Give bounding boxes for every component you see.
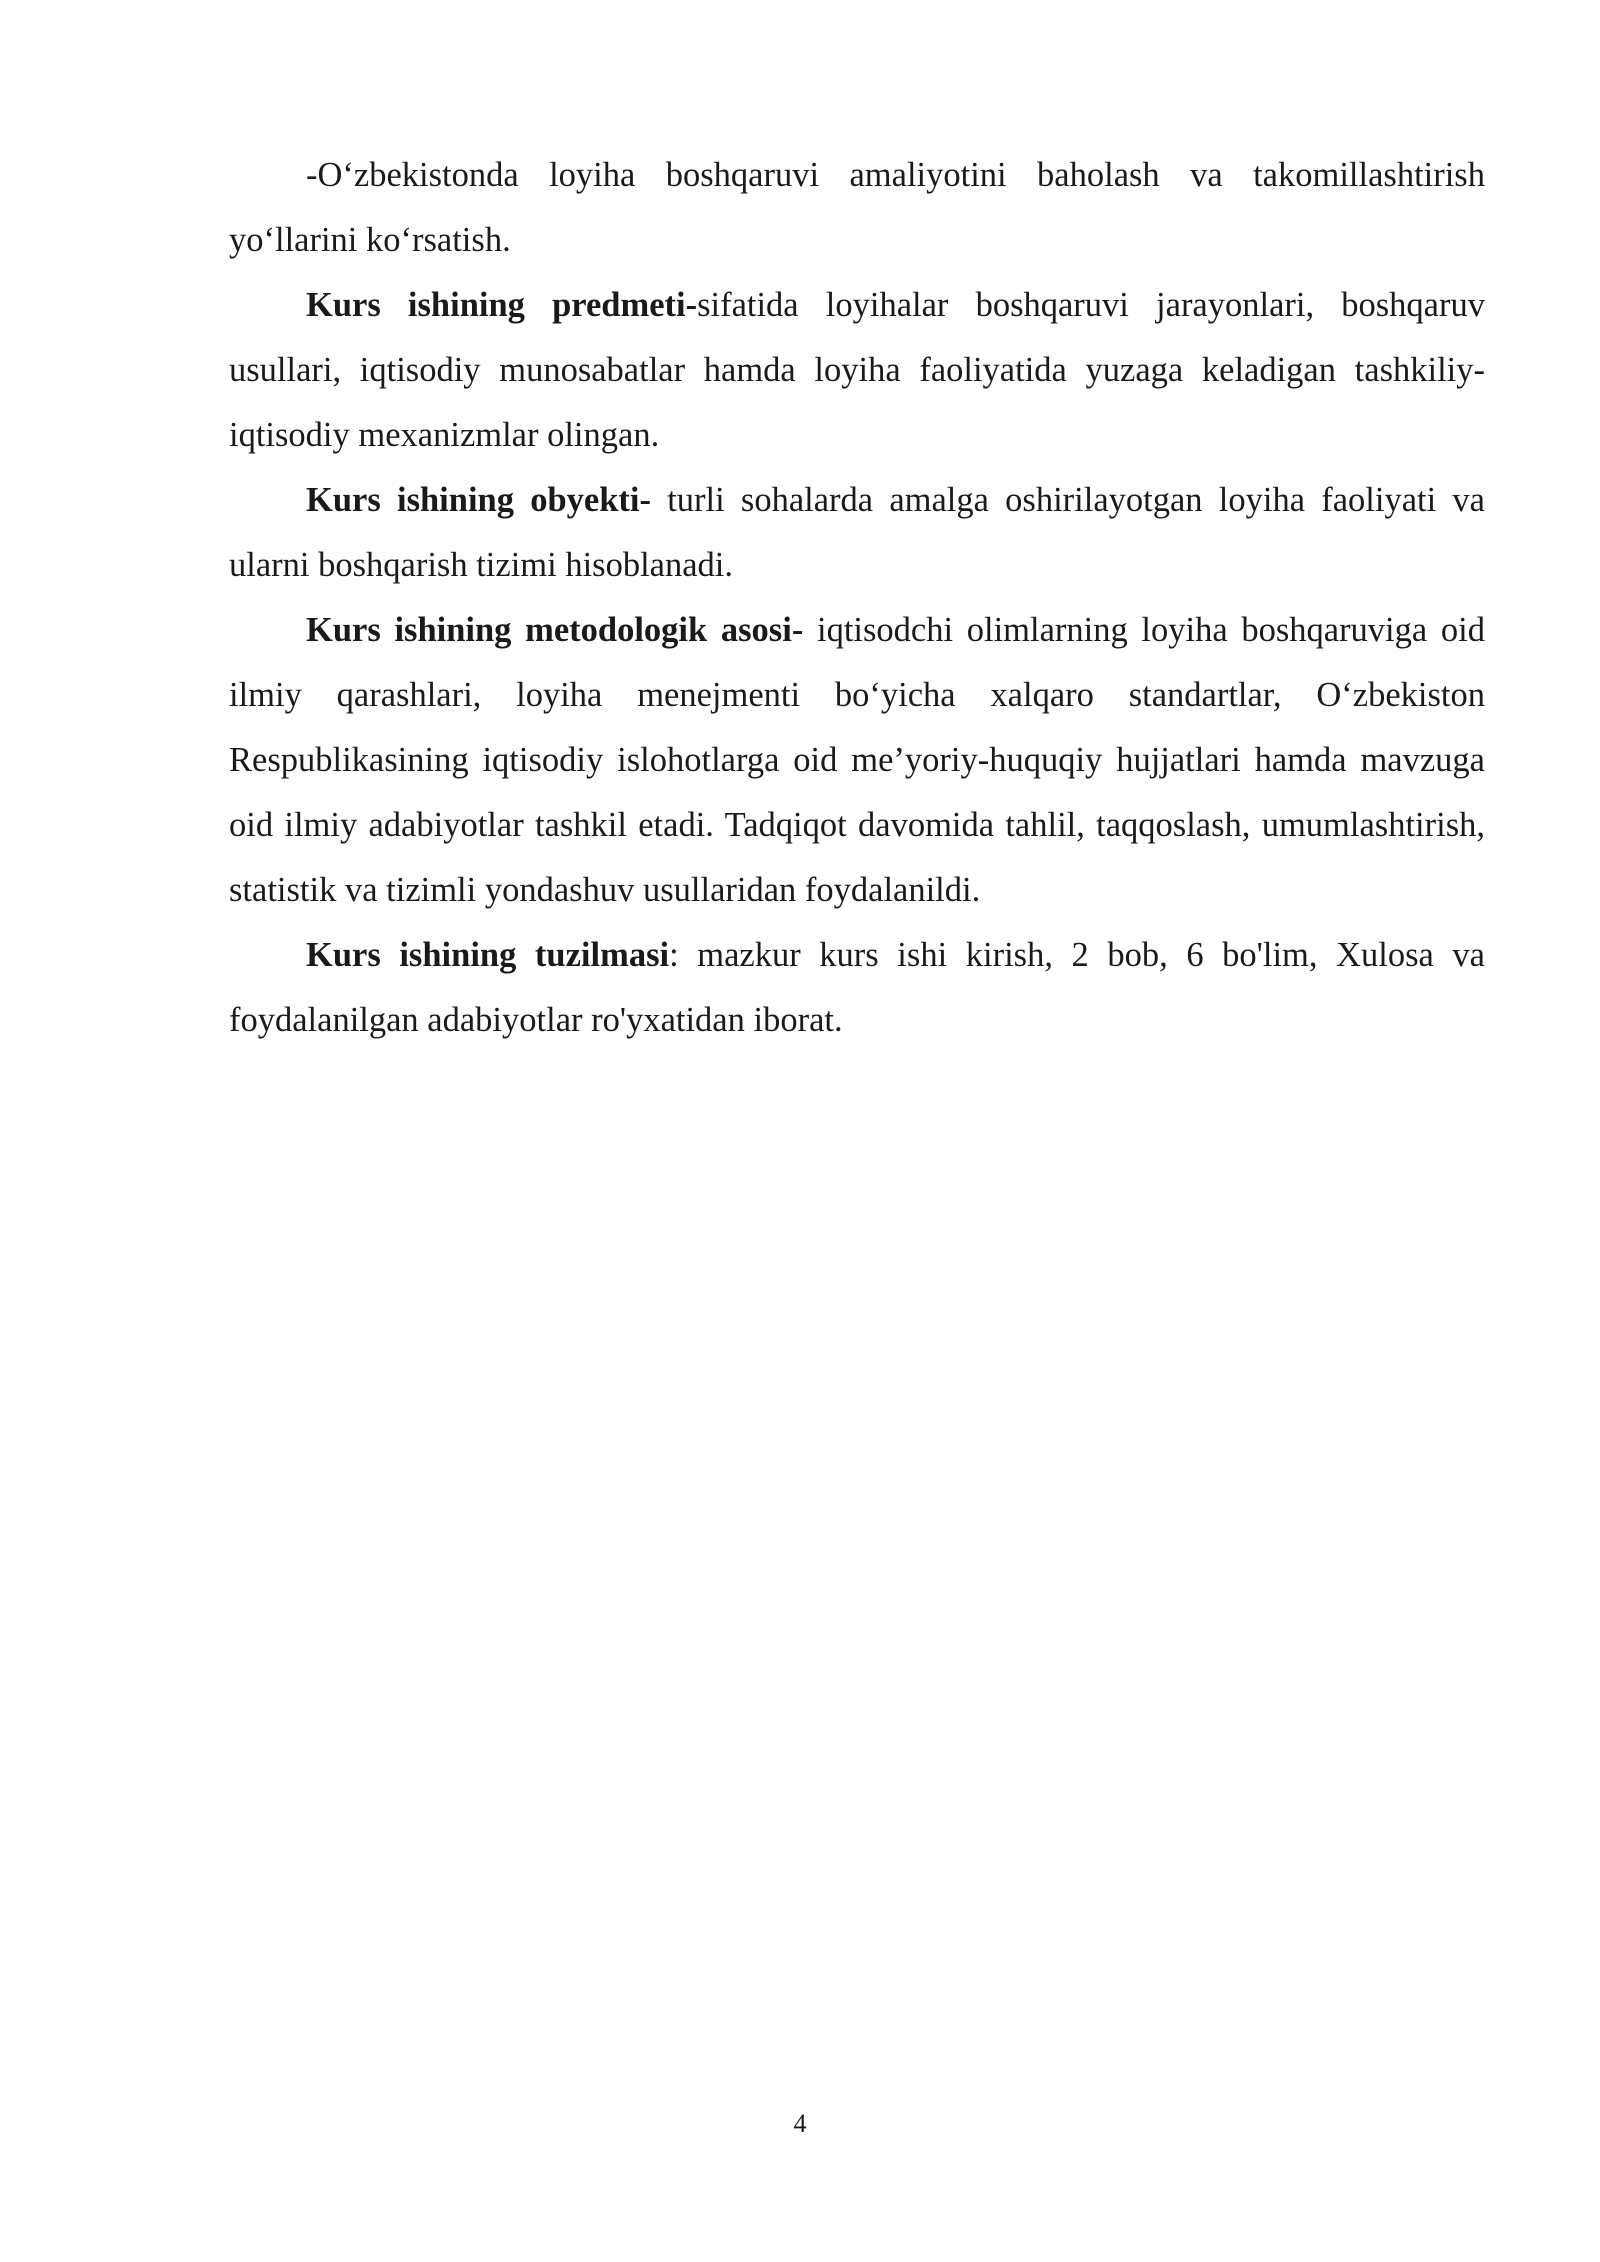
paragraph-subject — [229, 273, 1485, 468]
paragraph-text: : mazkur kurs ishi kirish, 2 bob, 6 bo'lim, Xulosa va foydalanilgan adabiyotlar ro'yxatidan iborat. — [229, 936, 1485, 1039]
paragraph-objective-item — [229, 143, 1485, 273]
paragraph-lead: Kurs ishining predmeti- — [306, 286, 698, 324]
body-text — [229, 143, 1485, 1053]
paragraph-lead: Kurs ishining metodologik asosi- — [306, 611, 804, 649]
paragraph-structure — [229, 923, 1485, 1053]
paragraph-lead: Kurs ishining obyekti- — [306, 481, 651, 519]
paragraph-text: -O‘zbekistonda loyiha boshqaruvi amaliyotini baholash va takomillashtirish yo‘llarini ko‘rsatish. — [229, 156, 1485, 259]
paragraph-lead: Kurs ishining tuzilmasi — [306, 936, 670, 974]
paragraph-object — [229, 468, 1485, 598]
paragraph-text: turli sohalarda amalga oshirilayotgan loyiha faoliyati va ularni boshqarish tizimi hisoblanadi. — [229, 481, 1485, 584]
paragraph-text: iqtisodchi olimlarning loyiha boshqaruviga oid ilmiy qarashlari, loyiha menejmenti bo‘yicha xalqaro standartlar, O‘zbekiston Respublikasining iqtisodiy islohotlarga oid me’yoriy-huquqiy hujjatlari hamda mavzuga oid ilmiy adabiyotlar tashkil etadi. Tadqiqot davomida tahlil, taqqoslash, umumlashtirish, statistik va tizimli yondashuv usullaridan foydalanildi. — [229, 611, 1485, 909]
paragraph-text: sifatida loyihalar boshqaruvi jarayonlari, boshqaruv usullari, iqtisodiy munosabatlar hamda loyiha faoliyatida yuzaga keladigan tashkiliy-iqtisodiy mexanizmlar olingan. — [229, 286, 1485, 454]
paragraph-methodology — [229, 598, 1485, 923]
page-number: 4 — [793, 2109, 807, 2138]
